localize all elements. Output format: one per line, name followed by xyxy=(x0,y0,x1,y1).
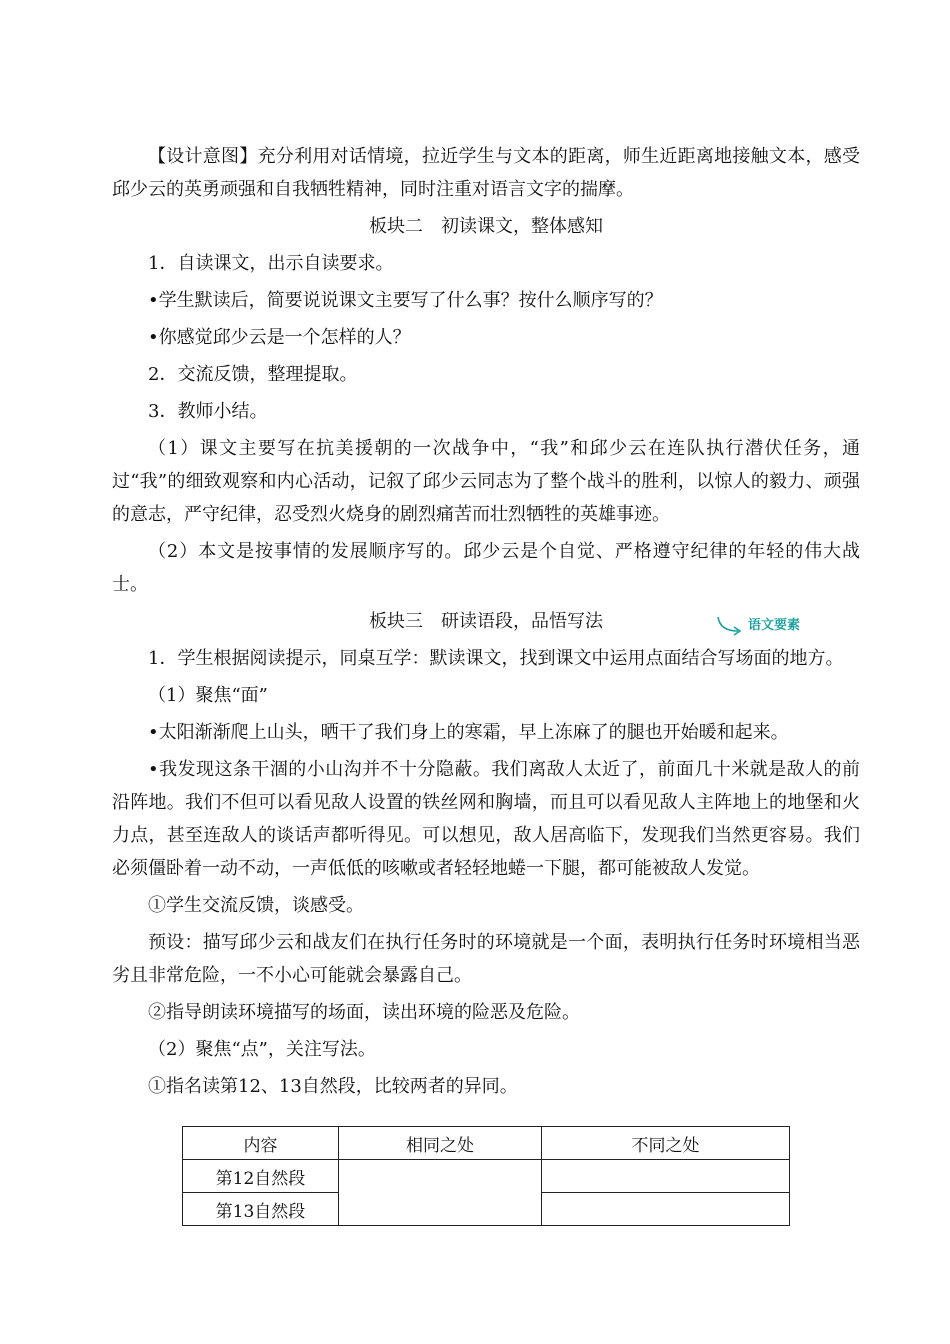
section3-title: 板块三 研读语段，品悟写法 xyxy=(369,611,603,632)
table-row-label: 第13自然段 xyxy=(183,1193,339,1226)
comparison-table xyxy=(182,1126,790,1226)
s3-preset: 预设：描写邱少云和战友们在执行任务时的环境就是一个面，表明执行任务时环境相当恶劣且非常危险，一不小心可能就会暴露自己。 xyxy=(112,932,860,986)
curve-arrow-icon xyxy=(716,615,746,637)
s3-focus2: （2）聚焦“点”，关注写法。 xyxy=(148,1039,376,1060)
section3-heading xyxy=(112,605,860,638)
table-header-row xyxy=(183,1127,790,1160)
s3-circle2: ②指导朗读环境描写的场面，读出环境的险恶及危险。 xyxy=(148,1002,580,1023)
design-intent-paragraph: 【设计意图】充分利用对话情境，拉近学生与文本的距离，师生近距离地接触文本，感受邱少云的英勇顽强和自我牺牲精神，同时注重对语言文字的揣摩。 xyxy=(112,146,860,200)
table-cell-diff xyxy=(542,1160,790,1193)
table-header-cell: 相同之处 xyxy=(339,1127,542,1160)
s2-summary1: （1）课文主要写在抗美援朝的一次战争中，“我”和邱少云在连队执行潜伏任务，通过“我”的细致观察和内心活动，记叙了邱少云同志为了整个战斗的胜利，以惊人的毅力、顽强的意志，严守纪律，忍受烈火烧身的剧烈痛苦而壮烈牺牲的英雄事迹。 xyxy=(112,438,860,525)
annotation-note-text: 语文要素 xyxy=(747,618,800,633)
s2-bullet2: •你感觉邱少云是一个怎样的人？ xyxy=(148,327,411,348)
table-cell-same xyxy=(339,1160,542,1226)
s2-item2: 2．交流反馈，整理提取。 xyxy=(148,364,358,385)
s2-bullet1: •学生默读后，简要说说课文主要写了什么事？按什么顺序写的？ xyxy=(148,290,663,311)
table-row-label: 第12自然段 xyxy=(183,1160,339,1193)
s2-item3: 3．教师小结。 xyxy=(148,401,268,422)
table-header-cell: 不同之处 xyxy=(542,1127,790,1160)
s3-focus1: （1）聚焦“面” xyxy=(148,685,268,706)
s2-summary2: （2）本文是按事情的发展顺序写的。邱少云是个自觉、严格遵守纪律的年轻的伟大战士。 xyxy=(112,541,860,595)
s3-bullet2: •我发现这条干涸的小山沟并不十分隐蔽。我们离敌人太近了，前面几十米就是敌人的前沿阵地。我们不但可以看见敌人设置的铁丝网和胸墙，而且可以看见敌人主阵地上的地堡和火力点，甚至连敌人的谈话声都听得见。可以想见，敌人居高临下，发现我们当然更容易。我们必须僵卧着一动不动，一声低低的咳嗽或者轻轻地蜷一下腿，都可能被敌人发觉。 xyxy=(112,759,860,879)
s3-circle3: ①指名读第12、13自然段，比较两者的异同。 xyxy=(148,1076,518,1097)
s3-bullet1: •太阳渐渐爬上山头，晒干了我们身上的寒霜，早上冻麻了的腿也开始暖和起来。 xyxy=(148,722,789,743)
s3-circle1: ①学生交流反馈，谈感受。 xyxy=(148,895,364,916)
table-cell-diff xyxy=(542,1193,790,1226)
s2-item1: 1．自读课文，出示自读要求。 xyxy=(148,253,394,274)
section2-title: 板块二 初读课文，整体感知 xyxy=(369,216,603,237)
document-page xyxy=(112,140,860,1107)
table-row xyxy=(183,1160,790,1193)
s3-item1: 1．学生根据阅读提示，同桌互学：默读课文，找到课文中运用点面结合写场面的地方。 xyxy=(148,648,844,669)
table-header-cell: 内容 xyxy=(183,1127,339,1160)
annotation-note xyxy=(716,609,800,642)
